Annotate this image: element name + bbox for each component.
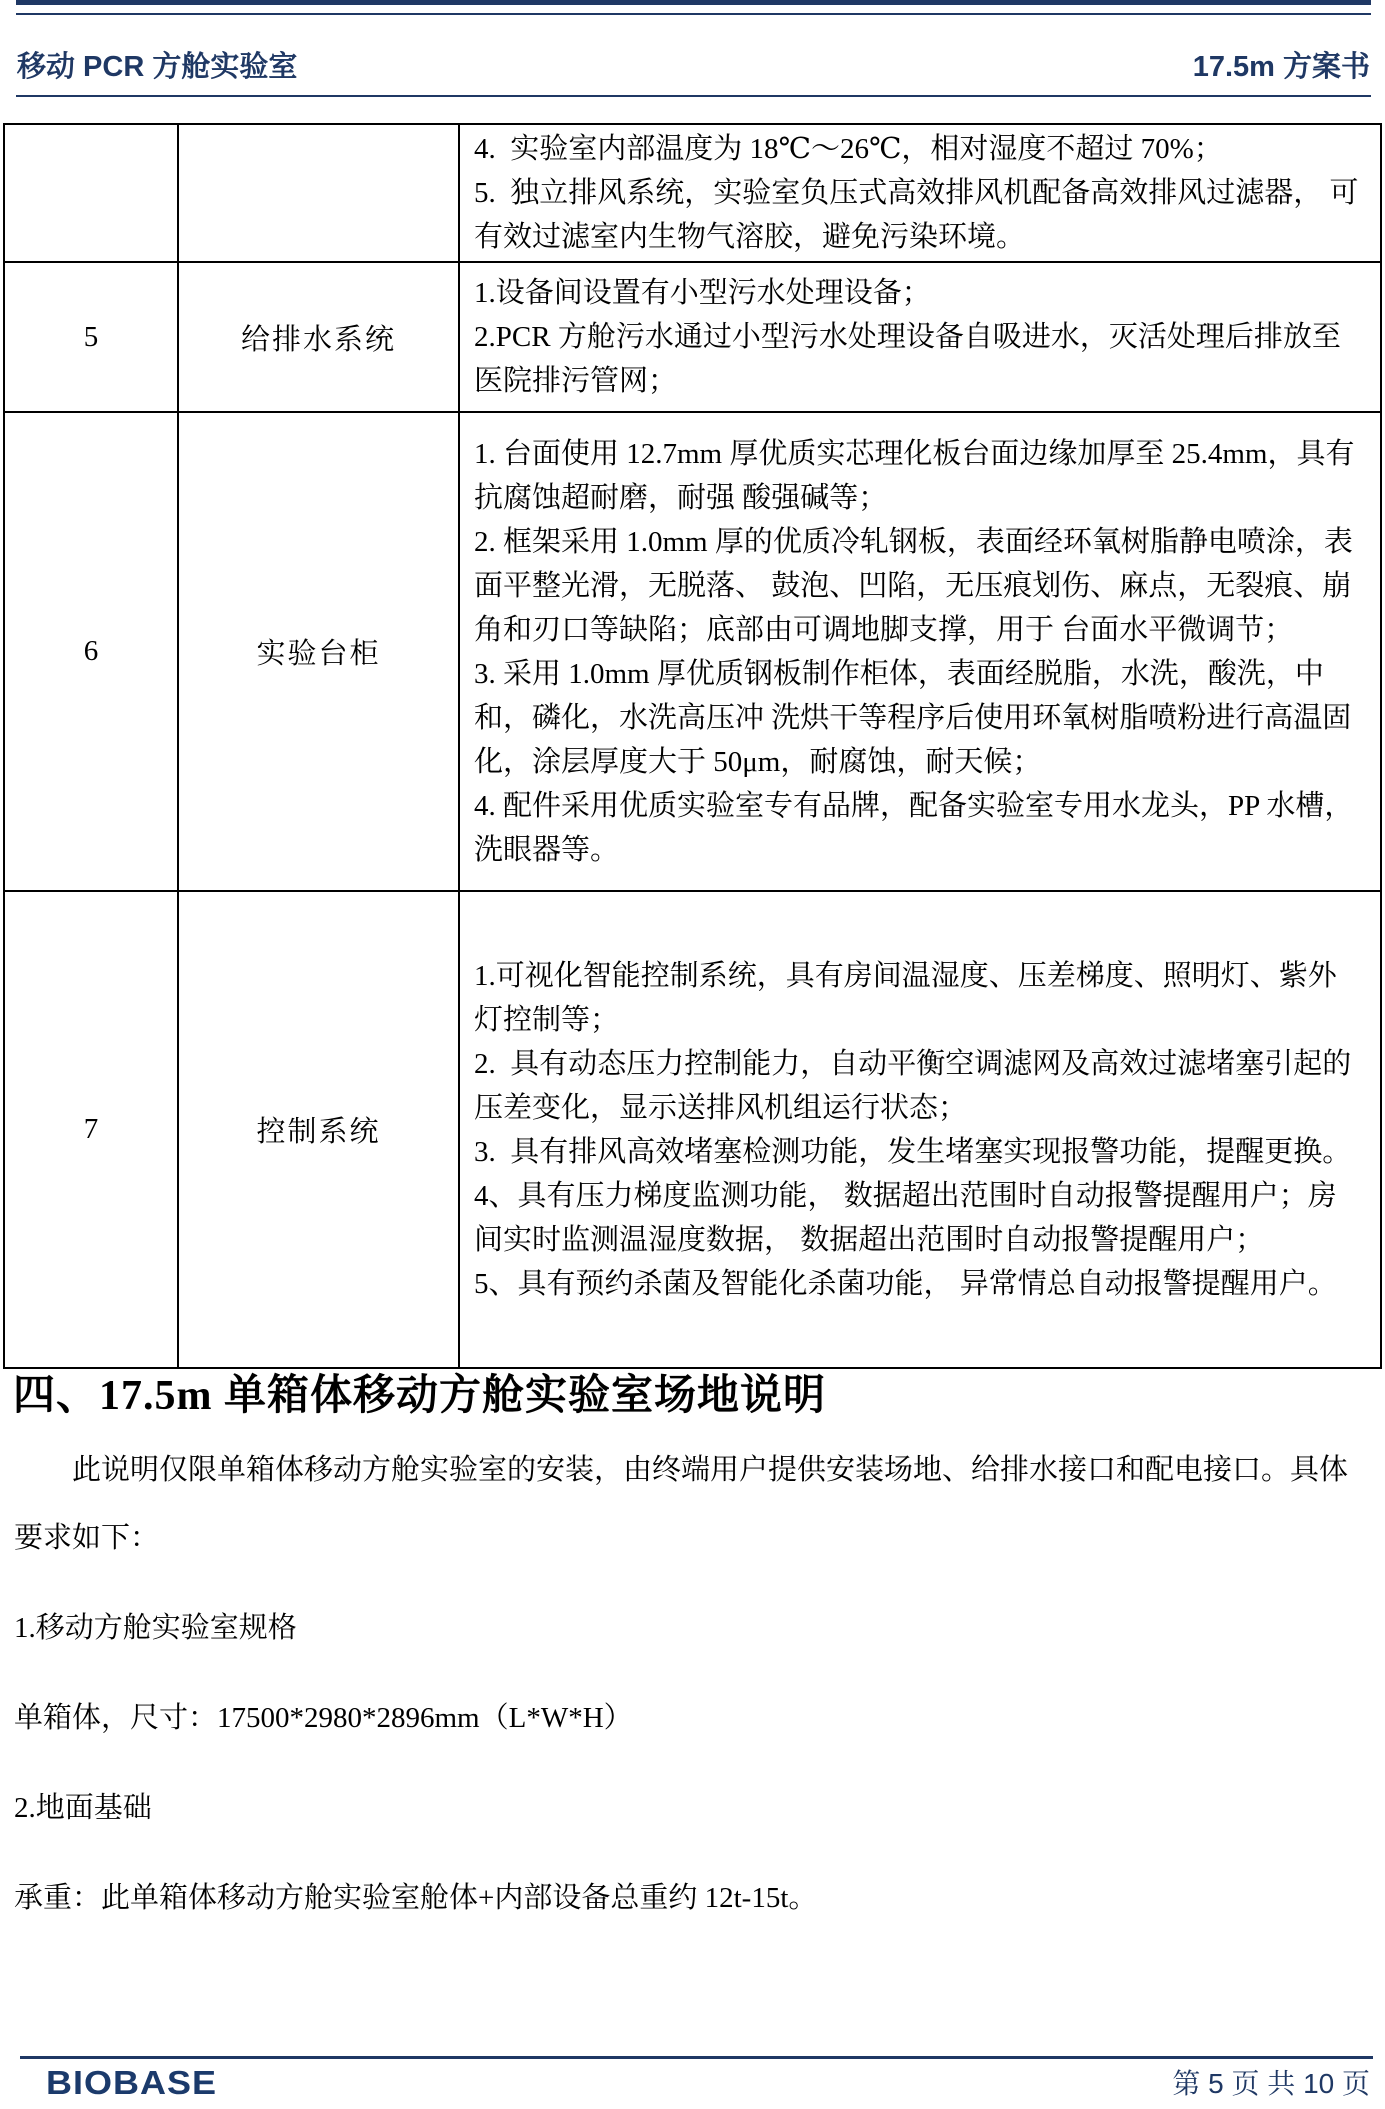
- table-row-control-system: [4, 891, 1381, 1368]
- table-row-drainage: [4, 262, 1381, 412]
- cell-system-name: 控制系统: [178, 891, 459, 1368]
- cell-row-number: 7: [4, 891, 178, 1368]
- header-left-title: 移动 PCR 方舱实验室: [17, 51, 298, 83]
- page-top-rule-thick: [16, 0, 1371, 5]
- spec-item: 4、具有压力梯度监测功能， 数据超出范围时自动报警提醒用户；房间实时监测温湿度数据， 数据超出范围时自动报警提醒用户；: [474, 1179, 1337, 1256]
- spec-item: 5、具有预约杀菌及智能化杀菌功能， 异常情总自动报警提醒用户。: [474, 1267, 1337, 1300]
- table-row-lab-bench: [4, 412, 1381, 891]
- spec-item: 3. 采用 1.0mm 厚优质钢板制作柜体，表面经脱脂，水洗，酸洗，中和，磷化，水洗高压冲 洗烘干等程序后使用环氧树脂喷粉进行高温固化，涂层厚度大于 50μm，耐腐蚀，耐天候；: [474, 657, 1352, 778]
- cell-row-number: 5: [4, 262, 178, 412]
- paragraph-dimensions: 单箱体，尺寸：17500*2980*2896mm（L*W*H）: [14, 1702, 633, 1734]
- cell-description: [459, 891, 1381, 1368]
- cell-system-name: 给排水系统: [178, 262, 459, 412]
- spec-item: 2. 框架采用 1.0mm 厚的优质冷轧钢板，表面经环氧树脂静电喷涂，表面平整光滑，无脱落、 鼓泡、凹陷，无压痕划伤、麻点，无裂痕、崩角和刃口等缺陷；底部由可调地脚支撑，用于 台面水平微调节；: [474, 525, 1353, 646]
- cell-description: [459, 124, 1381, 262]
- biobase-logo: BIOBASE: [46, 2063, 218, 2102]
- page-header: [17, 48, 1370, 86]
- spec-item: 4. 实验室内部温度为 18℃～26℃，相对湿度不超过 70%；: [474, 133, 1223, 165]
- paragraph-load-bearing: 承重：此单箱体移动方舱实验室舱体+内部设备总重约 12t-15t。: [14, 1882, 818, 1914]
- cell-description: [459, 262, 1381, 412]
- table-row-continued: [4, 124, 1381, 262]
- cell-row-number: 6: [4, 412, 178, 891]
- paragraph-spec-label: 1.移动方舱实验室规格: [14, 1612, 297, 1644]
- spec-item: 3. 具有排风高效堵塞检测功能，发生堵塞实现报警功能，提醒更换。: [474, 1135, 1352, 1168]
- page-number: 第 5 页 共 10 页: [1172, 2068, 1370, 2099]
- footer-rule: [20, 2056, 1373, 2059]
- section-heading: 四、17.5m 单箱体移动方舱实验室场地说明: [13, 1373, 826, 1419]
- header-bottom-rule: [16, 95, 1371, 97]
- header-right-title: 17.5m 方案书: [1192, 51, 1370, 83]
- page-top-rule-thin: [16, 13, 1371, 15]
- spec-item: 2.PCR 方舱污水通过小型污水处理设备自吸进水，灭活处理后排放至医院排污管网；: [474, 321, 1341, 397]
- spec-item: 1.可视化智能控制系统，具有房间温湿度、压差梯度、照明灯、紫外灯控制等；: [474, 959, 1337, 1036]
- spec-item: 5. 独立排风系统，实验室负压式高效排风机配备高效排风过滤器， 可有效过滤室内生物气溶胶，避免污染环境。: [474, 177, 1359, 253]
- paragraph-intro: 此说明仅限单箱体移动方舱实验室的安装，由终端用户提供安装场地、给排水接口和配电接口。具体要求如下：: [14, 1454, 1349, 1554]
- spec-item: 1. 台面使用 12.7mm 厚优质实芯理化板台面边缘加厚至 25.4mm，具有抗腐蚀超耐磨，耐强 酸强碱等；: [474, 437, 1355, 514]
- spec-item: 2. 具有动态压力控制能力，自动平衡空调滤网及高效过滤堵塞引起的压差变化，显示送排风机组运行状态；: [474, 1047, 1352, 1124]
- section-body: [14, 1436, 1372, 1954]
- cell-description: [459, 412, 1381, 891]
- cell-system-name: [178, 124, 459, 262]
- cell-system-name: 实验台柜: [178, 412, 459, 891]
- paragraph-ground-label: 2.地面基础: [14, 1792, 152, 1824]
- spec-item: 1.设备间设置有小型污水处理设备；: [474, 277, 931, 309]
- spec-table: [3, 123, 1382, 1369]
- spec-item: 4. 配件采用优质实验室专有品牌，配备实验室专用水龙头，PP 水槽，洗眼器等。: [474, 789, 1354, 866]
- cell-row-number: [4, 124, 178, 262]
